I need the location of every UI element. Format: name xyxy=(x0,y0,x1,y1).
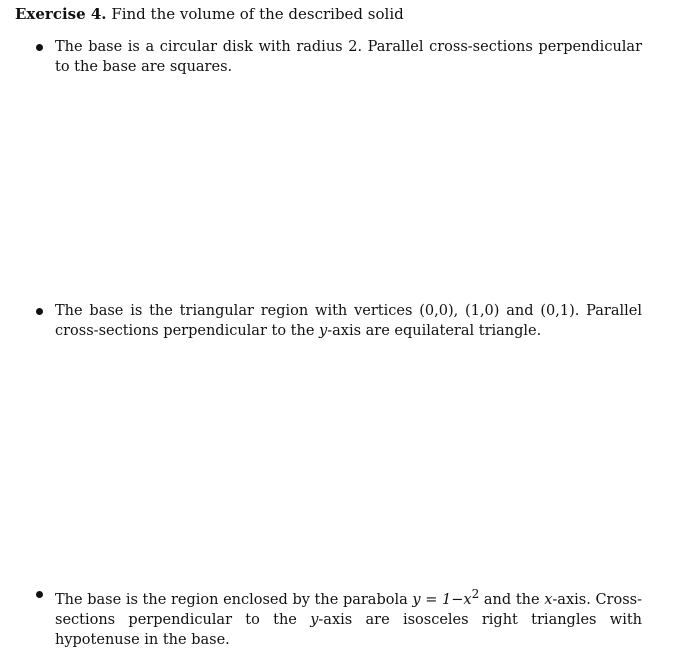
item-text-part: -axis. Cross-sections perpendicular to the xyxy=(55,591,642,628)
list-item xyxy=(37,584,642,650)
item-text xyxy=(55,584,642,650)
item-text-part: -axis are equilateral triangle. xyxy=(327,323,542,339)
bullet-icon xyxy=(36,591,43,598)
item-text-part: The base is a circular disk with radius 2. Parallel cross-sections perpendicular to the base are squares. xyxy=(55,39,642,75)
item-text-part: and the xyxy=(479,591,545,608)
list-item xyxy=(37,301,642,341)
math-variable: x xyxy=(544,591,553,608)
math-variable: y xyxy=(310,611,319,628)
item-text-part: -axis are isosceles right triangles with hypotenuse in the base. xyxy=(55,611,643,648)
exercise-label: Exercise 4. xyxy=(15,5,107,23)
exercise-instruction: Find the volume of the described solid xyxy=(111,5,404,23)
list-item xyxy=(37,37,642,77)
item-text xyxy=(55,301,642,341)
math-expression: y = 1−x xyxy=(412,591,472,608)
bullet-icon xyxy=(36,44,43,51)
exercise-heading xyxy=(15,4,404,24)
item-text xyxy=(55,37,642,77)
math-variable: y xyxy=(319,323,328,339)
math-exponent: 2 xyxy=(471,587,480,601)
item-text-part: The base is the triangular region with vertices (0,0), (1,0) and (0,1). Parallel cross-sections perpendicular to the xyxy=(55,303,642,339)
bullet-icon xyxy=(36,308,43,315)
item-text-part: The base is the region enclosed by the parabola xyxy=(55,591,413,608)
